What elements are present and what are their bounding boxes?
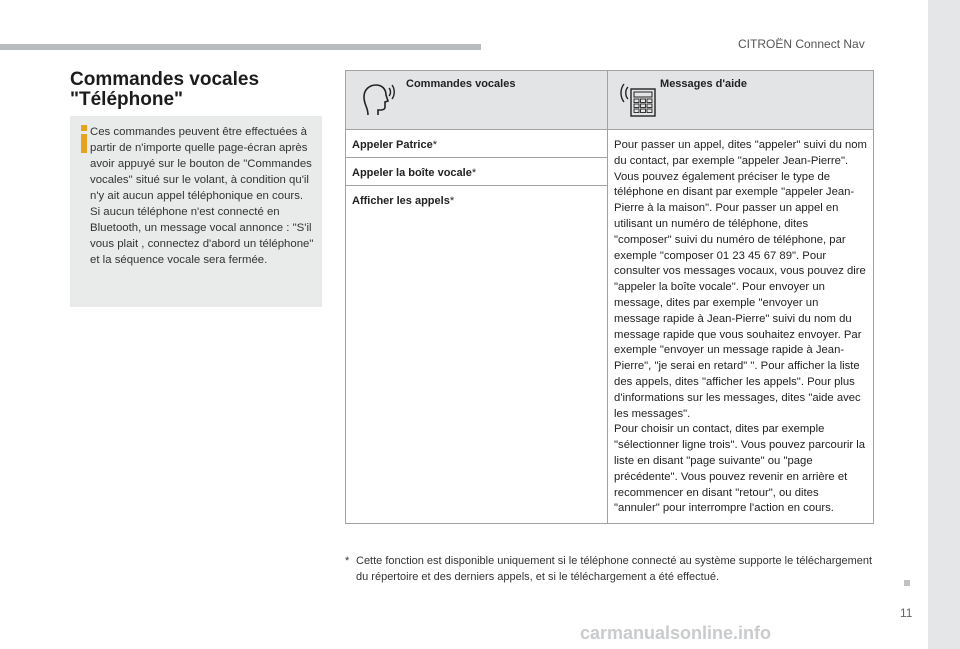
footnote-star: * — [345, 555, 350, 567]
footnote-text: Cette fonction est disponible uniquement si le téléphone connecté au système supporte le téléchargement du répertoire et des derniers appels, et si le téléchargement a été effectué. — [356, 555, 873, 583]
command-star: * — [449, 195, 455, 207]
table-header-row — [346, 71, 874, 130]
page-edge-strip — [928, 0, 960, 649]
command-cell-2 — [346, 158, 608, 186]
section-title-line-2: "Téléphone" — [70, 89, 184, 110]
page-number: 11 — [900, 606, 913, 620]
voice-command-icon — [358, 79, 396, 119]
watermark: carmanualsonline.info — [580, 623, 772, 643]
help-paragraph-1: Pour passer un appel, dites "appeler" suivi du nom du contact, par exemple "appeler Jean-Pierre". Vous pouvez également préciser le type de téléphone en disant par exemple "appeler Jean-Pierre à la maison". Pour passer un appel en utilisant un numéro de téléphone, dites "composer" suivi du numéro de téléphone, par exemple "composer 01 23 45 67 89". Pour consulter vos messages vocaux, vous pouvez dire "appeler la boîte vocale". Pour envoyer un message, dites par exemple "envoyer un message rapide à Jean-Pierre" suivi du nom du message rapide que vous souhaitez envoyer. Par exemple "envoyer un message rapide à Jean-Pierre", "je serai en retard" ". Pour afficher la liste des appels, dites "afficher les appels". Pour plus d'informations sur les messages, dites "aide avec les messages". — [614, 139, 867, 420]
command-star: * — [432, 139, 437, 151]
help-message-cell — [608, 130, 874, 524]
header-cell-commands — [346, 71, 608, 130]
header-cell-help — [608, 71, 874, 130]
command-label: Appeler Patrice — [352, 139, 433, 151]
table-row — [346, 130, 874, 158]
info-text — [90, 124, 315, 268]
info-icon — [81, 125, 87, 153]
command-cell-1 — [346, 130, 608, 158]
command-label: Appeler la boîte vocale — [352, 167, 472, 179]
info-paragraph-1: Ces commandes peuvent être effectuées à partir de n'importe quelle page-écran après avoir appuyé sur le bouton de "Commandes vocales" situé sur le volant, à condition qu'il n'y ait aucun appel téléphonique en cours. — [90, 126, 312, 202]
header-commands-label: Commandes vocales — [406, 78, 516, 90]
footnote — [345, 554, 885, 585]
info-box — [70, 116, 322, 307]
phone-keypad-voice-icon — [620, 79, 658, 119]
info-paragraph-2: Si aucun téléphone n'est connecté en Bluetooth, un message vocal annonce : "S'il vous plait , connectez d'abord un téléphone" et la séquence vocale sera fermée. — [90, 206, 314, 266]
brand-header: CITROËN Connect Nav — [738, 37, 865, 51]
page-marker — [904, 580, 910, 586]
command-star: * — [471, 167, 477, 179]
header-help-label: Messages d'aide — [660, 78, 748, 90]
command-cell-3 — [346, 186, 608, 524]
help-paragraph-2: Pour choisir un contact, dites par exemple "sélectionner ligne trois". Vous pouvez parcourir la liste en disant "page suivante" ou "page précédente". Vous pouvez revenir en arrière et recommencer en disant "retour", ou dites "annuler" pour interrompre l'action en cours. — [614, 423, 866, 515]
command-label: Afficher les appels — [352, 195, 450, 207]
section-title-line-1: Commandes vocales — [70, 69, 260, 90]
section-title — [70, 70, 330, 110]
top-rule — [0, 44, 481, 50]
voice-commands-table — [345, 70, 874, 524]
